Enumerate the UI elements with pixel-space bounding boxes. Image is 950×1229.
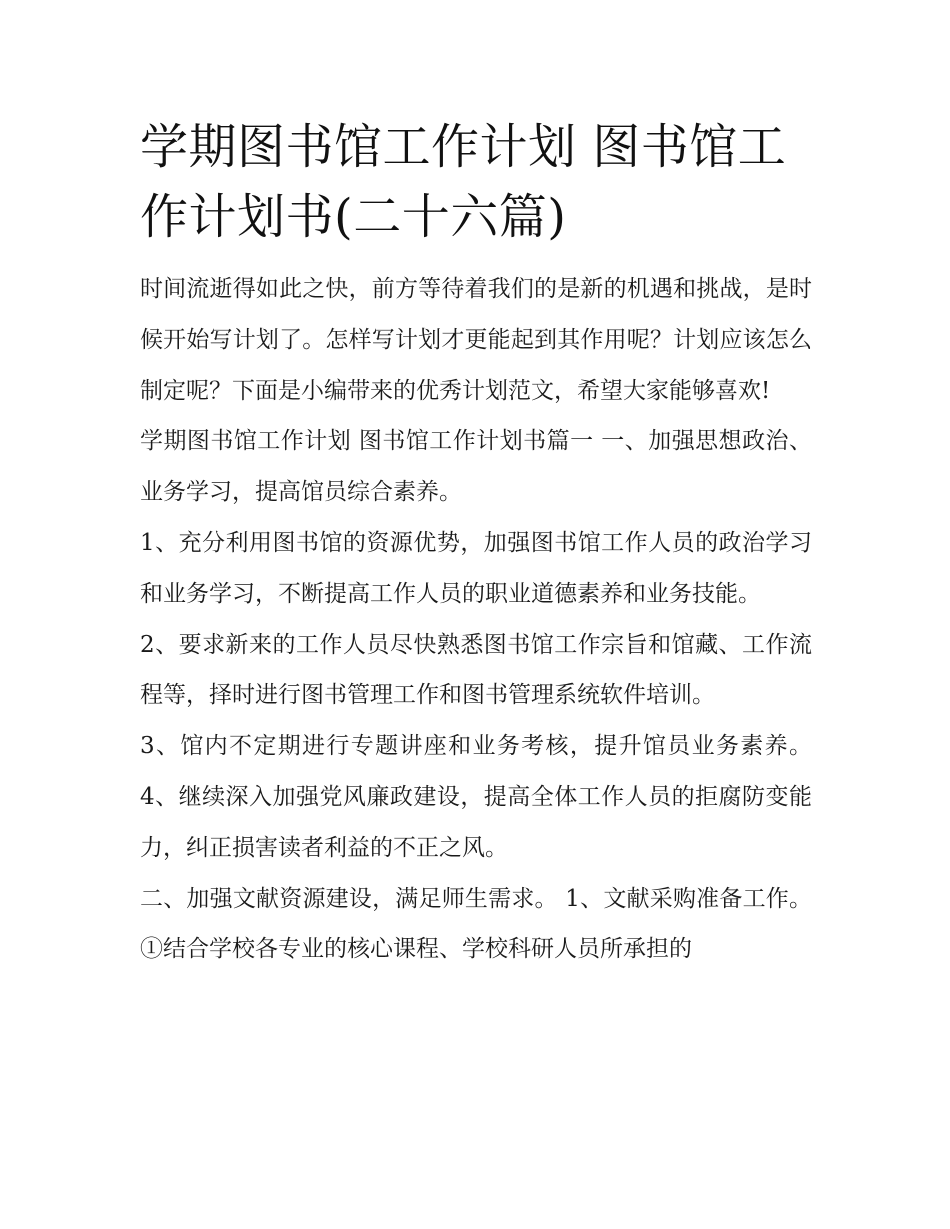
document-title: 学期图书馆工作计划 图书馆工作计划书(二十六篇) (140, 119, 787, 245)
paragraph-item-3-4: 3、馆内不定期进行专题讲座和业务考核，提升馆员业务素养。 4、继续深入加强党风廉政建设，提高全体工作人员的拒腐防变能力，纠正损害读者利益的不正之风。 (140, 733, 812, 861)
paragraph-section-one-heading: 学期图书馆工作计划 图书馆工作计划书篇一 一、加强思想政治、业务学习，提高馆员综合素养。 (140, 428, 812, 506)
paragraph-intro: 时间流逝得如此之快，前方等待着我们的是新的机遇和挑战，是时候开始写计划了。怎样写计划才更能起到其作用呢？计划应该怎么制定呢？下面是小编带来的优秀计划范文，希望大家能够喜欢! (140, 276, 812, 404)
paragraph-section-two: 二、加强文献资源建设，满足师生需求。 1、文献采购准备工作。 ①结合学校各专业的核心课程、学校科研人员所承担的 (140, 885, 812, 963)
paragraph-item-2: 2、要求新来的工作人员尽快熟悉图书馆工作宗旨和馆藏、工作流程等，择时进行图书管理工作和图书管理系统软件培训。 (140, 631, 812, 709)
paragraph-item-1: 1、充分利用图书馆的资源优势，加强图书馆工作人员的政治学习和业务学习，不断提高工作人员的职业道德素养和业务技能。 (140, 529, 812, 607)
document-page (140, 112, 812, 975)
